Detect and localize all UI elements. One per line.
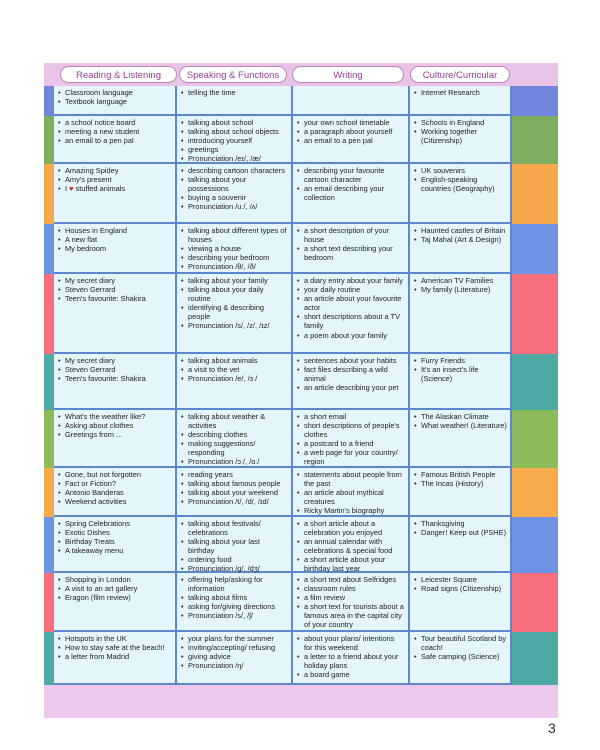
list-item: • Exotic Dishes bbox=[58, 528, 172, 537]
cell-speaking-functions bbox=[177, 517, 293, 573]
cell-speaking-functions bbox=[177, 274, 293, 354]
list-item: • fact files describing a wild animal bbox=[297, 365, 405, 383]
left-color-stripe bbox=[44, 410, 54, 468]
list-item: • meeting a new student bbox=[58, 127, 172, 136]
list-item: • a postcard to a friend bbox=[297, 439, 405, 448]
cell-speaking-functions bbox=[177, 86, 293, 116]
syllabus-table bbox=[44, 63, 558, 718]
header-writing: Writing bbox=[292, 66, 404, 83]
list-item: • Pronunciation /ɔː/, /ɑː/ bbox=[181, 457, 288, 466]
cell-writing bbox=[293, 86, 410, 116]
left-color-stripe bbox=[44, 164, 54, 224]
list-item: • talking about festivals/ celebrations bbox=[181, 519, 288, 537]
cell-culture-curricular bbox=[410, 164, 512, 224]
list-item: • It's an insect's life (Science) bbox=[414, 365, 507, 383]
cell-culture-curricular bbox=[410, 116, 512, 164]
list-item: • Eragon (film review) bbox=[58, 593, 172, 602]
cell-speaking-functions bbox=[177, 224, 293, 274]
right-color-tab bbox=[512, 274, 558, 354]
list-item: • inviting/accepting/ refusing bbox=[181, 643, 288, 652]
list-item: • Working together (Citizenship) bbox=[414, 127, 507, 145]
list-item: • talking about your daily routine bbox=[181, 285, 288, 303]
cell-speaking-functions bbox=[177, 116, 293, 164]
cell-speaking-functions bbox=[177, 573, 293, 632]
cell-writing bbox=[293, 517, 410, 573]
list-item: • talking about different types of houses bbox=[181, 226, 288, 244]
list-item: • your plans for the summer bbox=[181, 634, 288, 643]
list-item: • Furry Friends bbox=[414, 356, 507, 365]
list-item: • Textbook language bbox=[58, 97, 172, 106]
list-item: • Safe camping (Science) bbox=[414, 652, 507, 661]
cell-culture-curricular bbox=[410, 274, 512, 354]
list-item: • Steven Gerrard bbox=[58, 365, 172, 374]
list-item: • Thanksgiving bbox=[414, 519, 507, 528]
list-item: • giving advice bbox=[181, 652, 288, 661]
page-number: 3 bbox=[548, 720, 556, 736]
list-item: • a school notice board bbox=[58, 118, 172, 127]
cell-culture-curricular bbox=[410, 354, 512, 410]
list-item: • What's the weather like? bbox=[58, 412, 172, 421]
list-item: • American TV Families bbox=[414, 276, 507, 285]
list-item: • statements about people from the past bbox=[297, 470, 405, 488]
list-item: • Danger! Keep out (PSHE) bbox=[414, 528, 507, 537]
list-item: • an article describing your pet bbox=[297, 383, 405, 392]
cell-writing bbox=[293, 573, 410, 632]
list-item: • Classroom language bbox=[58, 88, 172, 97]
right-color-tab bbox=[512, 164, 558, 224]
list-item: • Steven Gerrard bbox=[58, 285, 172, 294]
cell-writing bbox=[293, 224, 410, 274]
list-item: • Teen's favourite: Shakira bbox=[58, 374, 172, 383]
list-item: • a paragraph about yourself bbox=[297, 127, 405, 136]
unit-row bbox=[44, 632, 558, 685]
list-item: • talking about your weekend bbox=[181, 488, 288, 497]
cell-culture-curricular bbox=[410, 468, 512, 517]
unit-row bbox=[44, 517, 558, 573]
list-item: • talking about your family bbox=[181, 276, 288, 285]
left-color-stripe bbox=[44, 116, 54, 164]
list-item: • ordering food bbox=[181, 555, 288, 564]
cell-speaking-functions bbox=[177, 164, 293, 224]
cell-writing bbox=[293, 410, 410, 468]
list-item: • talking about films bbox=[181, 593, 288, 602]
list-item: • The Incas (History) bbox=[414, 479, 507, 488]
list-item: • My family (Literature) bbox=[414, 285, 507, 294]
cell-reading-listening bbox=[54, 632, 177, 685]
list-item: • Pronunciation /g/, /dʒ/ bbox=[181, 564, 288, 573]
list-item: • Amazing Spidey bbox=[58, 166, 172, 175]
left-color-stripe bbox=[44, 573, 54, 632]
list-item: • an article about mythical creatures bbox=[297, 488, 405, 506]
cell-culture-curricular bbox=[410, 224, 512, 274]
list-item: • describing your bedroom bbox=[181, 253, 288, 262]
list-item: • an annual calendar with celebrations & special food bbox=[297, 537, 405, 555]
list-item: • I ♥ stuffed animals bbox=[58, 184, 172, 193]
list-item: • a short email bbox=[297, 412, 405, 421]
list-item: • The Alaskan Climate bbox=[414, 412, 507, 421]
list-item: • My bedroom bbox=[58, 244, 172, 253]
list-item: • a web page for your country/ region bbox=[297, 448, 405, 466]
list-item: • a short text about Selfridges bbox=[297, 575, 405, 584]
heart-icon: ♥ bbox=[69, 184, 74, 194]
right-color-tab bbox=[512, 573, 558, 632]
list-item: • short descriptions about a TV family bbox=[297, 312, 405, 330]
cell-writing bbox=[293, 164, 410, 224]
list-item: • Famous British People bbox=[414, 470, 507, 479]
cell-culture-curricular bbox=[410, 410, 512, 468]
list-item: • an article about your favourite actor bbox=[297, 294, 405, 312]
list-item: • Ricky Martin's biography bbox=[297, 506, 405, 515]
cell-reading-listening bbox=[54, 274, 177, 354]
list-item: • talking about famous people bbox=[181, 479, 288, 488]
cell-culture-curricular bbox=[410, 632, 512, 685]
cell-culture-curricular bbox=[410, 86, 512, 116]
list-item: • Birthday Treats bbox=[58, 537, 172, 546]
list-item: • talking about your last birthday bbox=[181, 537, 288, 555]
list-item: • Pronunciation /s/, /z/, /ɪz/ bbox=[181, 321, 288, 330]
list-item: • Pronunciation /θ/, /ð/ bbox=[181, 262, 288, 271]
list-item: • talking about school bbox=[181, 118, 288, 127]
list-item: • offering help/asking for information bbox=[181, 575, 288, 593]
list-item: • describing your favourite cartoon character bbox=[297, 166, 405, 184]
list-item: • Houses in England bbox=[58, 226, 172, 235]
list-item: • UK souvenirs bbox=[414, 166, 507, 175]
list-item: • Road signs (Citizenship) bbox=[414, 584, 507, 593]
unit-row bbox=[44, 224, 558, 274]
list-item: • Weekend activities bbox=[58, 497, 172, 506]
right-color-tab bbox=[512, 354, 558, 410]
header-culture-curricular: Culture/Curricular bbox=[410, 66, 510, 83]
unit-row bbox=[44, 164, 558, 224]
cell-writing bbox=[293, 632, 410, 685]
list-item: • My secret diary bbox=[58, 356, 172, 365]
cell-reading-listening bbox=[54, 468, 177, 517]
list-item: • Spring Celebrations bbox=[58, 519, 172, 528]
list-item: • about your plans/ intentions for this weekend bbox=[297, 634, 405, 652]
list-item: • identifying & describing people bbox=[181, 303, 288, 321]
cell-speaking-functions bbox=[177, 632, 293, 685]
cell-reading-listening bbox=[54, 224, 177, 274]
cell-speaking-functions bbox=[177, 468, 293, 517]
list-item: • classroom rules bbox=[297, 584, 405, 593]
unit-row bbox=[44, 116, 558, 164]
list-item: • greetings bbox=[181, 145, 288, 154]
list-item: • describing cartoon characters bbox=[181, 166, 288, 175]
list-item: • Leicester Square bbox=[414, 575, 507, 584]
list-item: • a letter to a friend about your holiday plans bbox=[297, 652, 405, 670]
list-item: • Internet Research bbox=[414, 88, 507, 97]
list-item: • Pronunciation /s/, /ʃ/ bbox=[181, 611, 288, 620]
list-item: • a short article about your birthday last year bbox=[297, 555, 405, 573]
list-item: • describing clothes bbox=[181, 430, 288, 439]
list-item: • an email to a pen pal bbox=[58, 136, 172, 145]
cell-reading-listening bbox=[54, 410, 177, 468]
unit-row bbox=[44, 274, 558, 354]
list-item: • A takeaway menu bbox=[58, 546, 172, 555]
list-item: • Teen's favourite: Shakira bbox=[58, 294, 172, 303]
list-item: • sentences about your habits bbox=[297, 356, 405, 365]
list-item: • Tour beautiful Scotland by coach! bbox=[414, 634, 507, 652]
list-item: • a short description of your house bbox=[297, 226, 405, 244]
unit-row bbox=[44, 573, 558, 632]
list-item: • talking about animals bbox=[181, 356, 288, 365]
cell-writing bbox=[293, 274, 410, 354]
list-item: • Pronunciation /ŋ/ bbox=[181, 661, 288, 670]
list-item: • English-speaking countries (Geography) bbox=[414, 175, 507, 193]
list-item: • a film review bbox=[297, 593, 405, 602]
unit-row bbox=[44, 354, 558, 410]
list-item: • short descriptions of people's clothes bbox=[297, 421, 405, 439]
cell-reading-listening bbox=[54, 517, 177, 573]
list-item: • an email to a pen pal bbox=[297, 136, 405, 145]
list-item: • Haunted castles of Britain bbox=[414, 226, 507, 235]
cell-reading-listening bbox=[54, 86, 177, 116]
list-item: • How to stay safe at the beach! bbox=[58, 643, 172, 652]
list-item: • Greetings from ... bbox=[58, 430, 172, 439]
list-item: • viewing a house bbox=[181, 244, 288, 253]
list-item: • buying a souvenir bbox=[181, 193, 288, 202]
list-item: • Pronunciation /e/, /ɜː/ bbox=[181, 374, 288, 383]
list-item: • Amy's present bbox=[58, 175, 172, 184]
list-item: • Schools in England bbox=[414, 118, 507, 127]
list-item: • Pronunciation /uː/, /ʌ/ bbox=[181, 202, 288, 211]
cell-reading-listening bbox=[54, 573, 177, 632]
list-item: • introducing yourself bbox=[181, 136, 288, 145]
list-item: • talking about school objects bbox=[181, 127, 288, 136]
list-item: • reading years bbox=[181, 470, 288, 479]
list-item: • your own school timetable bbox=[297, 118, 405, 127]
right-color-tab bbox=[512, 468, 558, 517]
left-color-stripe bbox=[44, 468, 54, 517]
list-item: • What weather! (Literature) bbox=[414, 421, 507, 430]
list-item: • Asking about clothes bbox=[58, 421, 172, 430]
cell-writing bbox=[293, 468, 410, 517]
left-color-stripe bbox=[44, 274, 54, 354]
cell-speaking-functions bbox=[177, 410, 293, 468]
list-item: • asking for/giving directions bbox=[181, 602, 288, 611]
list-item: • a board game bbox=[297, 670, 405, 679]
list-item: • a letter from Madrid bbox=[58, 652, 172, 661]
right-color-tab bbox=[512, 632, 558, 685]
list-item: • My secret diary bbox=[58, 276, 172, 285]
list-item: • Pronunciation /eɪ/, /æ/ bbox=[181, 154, 288, 163]
header-speaking-functions: Speaking & Functions bbox=[179, 66, 287, 83]
right-color-tab bbox=[512, 410, 558, 468]
list-item: • your daily routine bbox=[297, 285, 405, 294]
list-item: • a short text for tourists about a famous area in the capital city of your country bbox=[297, 602, 405, 629]
list-item: • an email describing your collection bbox=[297, 184, 405, 202]
right-color-tab bbox=[512, 224, 558, 274]
list-item: • Fact or Fiction? bbox=[58, 479, 172, 488]
header-reading-listening: Reading & Listening bbox=[60, 66, 177, 83]
list-item: • a visit to the vet bbox=[181, 365, 288, 374]
right-color-tab bbox=[512, 116, 558, 164]
right-color-tab bbox=[512, 517, 558, 573]
list-item: • making suggestions/ responding bbox=[181, 439, 288, 457]
cell-reading-listening bbox=[54, 164, 177, 224]
cell-reading-listening bbox=[54, 116, 177, 164]
list-item: • A visit to an art gallery bbox=[58, 584, 172, 593]
cell-writing bbox=[293, 116, 410, 164]
list-item: • Taj Mahal (Art & Design) bbox=[414, 235, 507, 244]
list-item: • a poem about your family bbox=[297, 331, 405, 340]
left-color-stripe bbox=[44, 224, 54, 274]
list-item: • a short article about a celebration you enjoyed bbox=[297, 519, 405, 537]
list-item: • a diary entry about your family bbox=[297, 276, 405, 285]
list-item: • Antonio Banderas bbox=[58, 488, 172, 497]
list-item: • a short text describing your bedroom bbox=[297, 244, 405, 262]
left-color-stripe bbox=[44, 86, 54, 116]
right-color-tab bbox=[512, 86, 558, 116]
list-item: • telling the time bbox=[181, 88, 288, 97]
list-item: • Shopping in London bbox=[58, 575, 172, 584]
left-color-stripe bbox=[44, 632, 54, 685]
cell-culture-curricular bbox=[410, 517, 512, 573]
list-item: • Hotspots in the UK bbox=[58, 634, 172, 643]
cell-reading-listening bbox=[54, 354, 177, 410]
cell-speaking-functions bbox=[177, 354, 293, 410]
left-color-stripe bbox=[44, 517, 54, 573]
cell-culture-curricular bbox=[410, 573, 512, 632]
list-item: • A new flat bbox=[58, 235, 172, 244]
left-color-stripe bbox=[44, 354, 54, 410]
unit-row bbox=[44, 468, 558, 517]
list-item: • Pronunciation /t/, /d/, /ɪd/ bbox=[181, 497, 288, 506]
table-header bbox=[44, 63, 558, 87]
list-item: • Gone, but not forgotten bbox=[58, 470, 172, 479]
cell-writing bbox=[293, 354, 410, 410]
list-item: • talking about your possessions bbox=[181, 175, 288, 193]
unit-row bbox=[44, 86, 558, 116]
unit-row bbox=[44, 410, 558, 468]
list-item: • talking about weather & activities bbox=[181, 412, 288, 430]
